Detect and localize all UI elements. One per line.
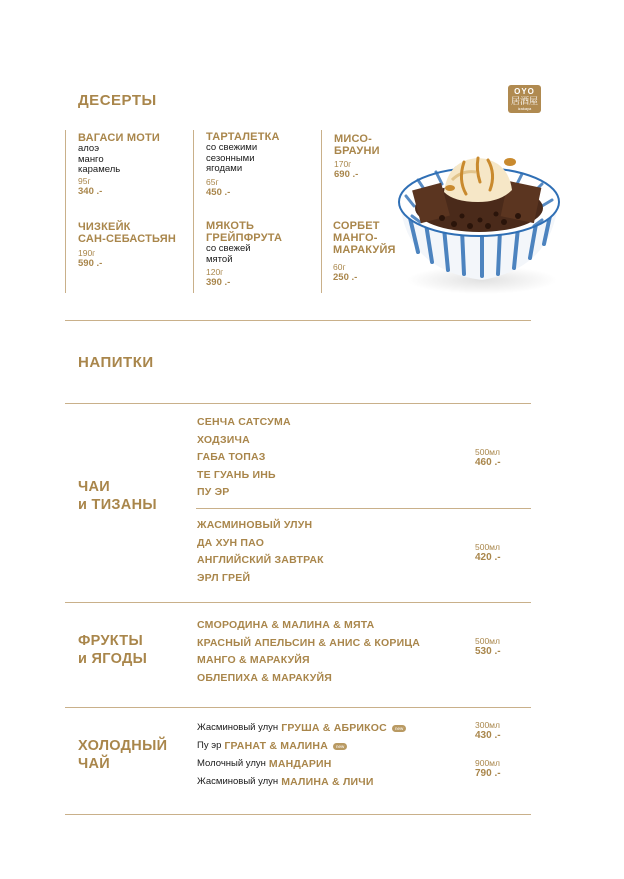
- list-item: Пу эр ГРАНАТ & МАЛИНА new: [197, 737, 406, 755]
- dessert-item-tartlet: ТАРТАЛЕТКА со свежими сезонными ягодами 65г 450 .-: [206, 131, 280, 198]
- divider: [65, 707, 531, 708]
- divider: [65, 602, 531, 603]
- dessert-item-cheesecake: ЧИЗКЕЙК САН-СЕБАСТЬЯН 190г 590 .-: [78, 221, 176, 269]
- category-fruits: ФРУКТЫ и ЯГОДЫ: [78, 633, 148, 667]
- list-item: ОБЛЕПИХА & МАРАКУЙЯ: [197, 671, 333, 684]
- list-item: МАНГО & МАРАКУЙЯ: [197, 654, 310, 666]
- category-tea: ЧАИ и ТИЗАНЫ: [78, 479, 157, 513]
- category-cold-tea: ХОЛОДНЫЙ ЧАЙ: [78, 738, 168, 772]
- tea-list-2: [197, 517, 324, 587]
- tea-price-1: 500мл 460 .-: [475, 447, 501, 468]
- dessert-bowl-illustration: [392, 140, 564, 300]
- list-item: ГАБА ТОПАЗ: [197, 451, 266, 463]
- tea-list-1: [197, 414, 291, 502]
- dessert-item-wagashi: ВАГАСИ МОТИ алоэ манго карамель 95г 340 .-: [78, 132, 161, 197]
- cold-tea-price-small: 300мл 430 .-: [475, 720, 501, 741]
- list-item: ДА ХУН ПАО: [197, 536, 265, 549]
- cold-tea-price-large: 900мл 790 .-: [475, 758, 501, 779]
- list-item: Жасминовый улун ГРУША & АБРИКОС new: [197, 719, 406, 737]
- list-item: КРАСНЫЙ АПЕЛЬСИН & АНИС & КОРИЦА: [197, 636, 420, 649]
- list-item: Жасминовый улун МАЛИНА & ЛИЧИ: [197, 776, 374, 788]
- divider: [196, 508, 531, 509]
- fruits-price: 500мл 530 .-: [475, 636, 501, 657]
- divider: [65, 320, 531, 321]
- list-item: СМОРОДИНА & МАЛИНА & МЯТА: [197, 619, 375, 631]
- dessert-item-sorbet: СОРБЕТ МАНГО- МАРАКУЙЯ 60г 250 .-: [333, 220, 396, 283]
- fruits-list: [197, 617, 420, 687]
- divider: [65, 403, 531, 404]
- dessert-item-grapefruit: МЯКОТЬ ГРЕЙПФРУТА со свежей мятой 120г 390 .-: [206, 220, 283, 288]
- izakaya-logo: OYO 居酒屋 izakaya: [508, 85, 541, 113]
- new-badge: new: [392, 725, 406, 732]
- list-item: ТЕ ГУАНЬ ИНЬ: [197, 468, 276, 481]
- list-item: ПУ ЭР: [197, 486, 230, 498]
- desserts-title: ДЕСЕРТЫ: [78, 92, 157, 109]
- list-item: СЕНЧА САТСУМА: [197, 416, 291, 428]
- list-item: Молочный улун МАНДАРИН: [197, 758, 332, 770]
- list-item: ЖАСМИНОВЫЙ УЛУН: [197, 519, 313, 531]
- list-item: ЭРЛ ГРЕЙ: [197, 571, 251, 584]
- new-badge: new: [333, 743, 347, 750]
- list-item: ХОДЗИЧА: [197, 433, 250, 446]
- dessert-item-miso-brownie: МИСО- БРАУНИ 170г 690 .-: [334, 133, 380, 180]
- cold-tea-list: [197, 719, 406, 791]
- divider: [65, 814, 531, 815]
- drinks-title: НАПИТКИ: [78, 354, 154, 371]
- divider: [65, 130, 66, 293]
- tea-price-2: 500мл 420 .-: [475, 542, 501, 563]
- list-item: АНГЛИЙСКИЙ ЗАВТРАК: [197, 554, 324, 566]
